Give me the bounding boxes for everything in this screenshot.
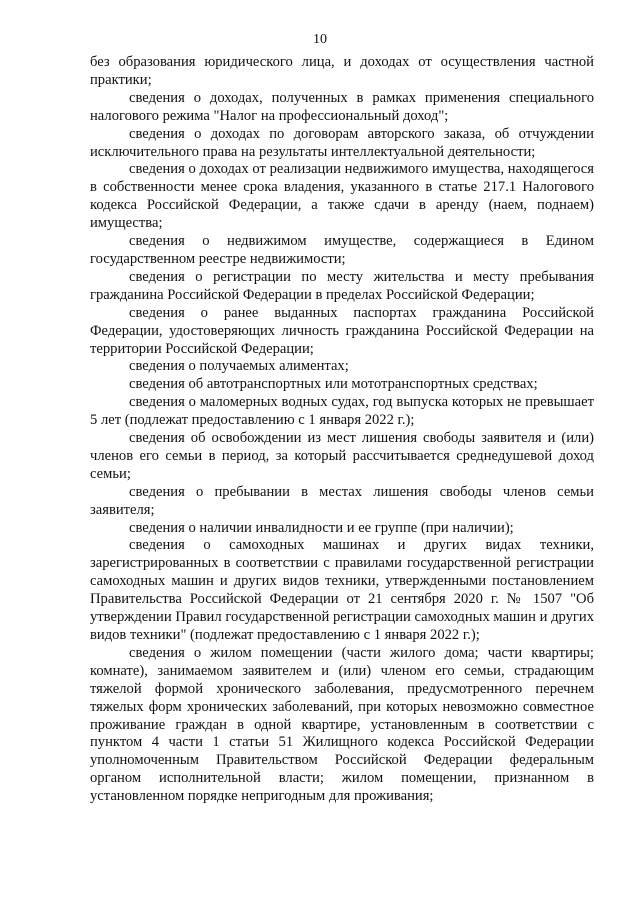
- paragraph: сведения об освобождении из мест лишения свободы заявителя и (или) членов его семьи в период, за который рассчитывается среднедушевой доход семьи;: [90, 430, 594, 482]
- paragraph: сведения о доходах, полученных в рамках применения специального налогового режима "Налог на профессиональный доход";: [90, 89, 594, 124]
- paragraph: сведения о наличии инвалидности и ее группе (при наличии);: [129, 519, 514, 536]
- paragraph: сведения о доходах по договорам авторского заказа, об отчуждении исключительного права на результаты интеллектуальной деятельности;: [90, 125, 594, 160]
- paragraph: сведения о маломерных водных судах, год выпуска которых не превышает 5 лет (подлежат предоставлению с 1 января 2022 г.);: [90, 394, 594, 429]
- paragraph: сведения о пребывании в местах лишения свободы членов семьи заявителя;: [90, 483, 594, 518]
- paragraph: сведения о регистрации по месту жительства и месту пребывания гражданина Российской Федерации в пределах Российской Федерации;: [90, 268, 594, 303]
- paragraph: сведения о самоходных машинах и других видах техники, зарегистрированных в соответствии с правилами государственной регистрации самоходных машин и других видов техники, утвержденными постановлением Правительства Российской Федерации от 21 сентября 2020 г. № 1507 "Об утверждении Правил государственной регистрации самоходных машин и других видов техники" (подлежат предоставлению с 1 января 2022 г.);: [90, 537, 594, 643]
- document-body: [90, 54, 594, 806]
- paragraph: сведения о получаемых алиментах;: [129, 358, 349, 375]
- paragraph-continuation: без образования юридического лица, и доходах от осуществления частной практики;: [90, 54, 594, 88]
- page-number: 10: [313, 32, 327, 47]
- paragraph: сведения о недвижимом имуществе, содержащиеся в Едином государственном реестре недвижимости;: [90, 233, 594, 267]
- paragraph: сведения об автотранспортных или мототранспортных средствах;: [129, 376, 538, 393]
- paragraph: сведения о ранее выданных паспортах гражданина Российской Федерации, удостоверяющих личность гражданина Российской Федерации на территории Российской Федерации;: [90, 304, 594, 357]
- paragraph: сведения о доходах от реализации недвижимого имущества, находящегося в собственности менее срока владения, указанного в статье 217.1 Налогового кодекса Российской Федерации, а также сдачи в аренду (наем, поднаем) имущества;: [90, 161, 594, 232]
- paragraph: сведения о жилом помещении (части жилого дома; части квартиры; комнате), занимаемом заявителем и (или) членом его семьи, страдающим тяжелой формой хронического заболевания, предусмотренного перечнем тяжелых форм хронических заболеваний, при которых невозможно совместное проживание граждан в одной квартире, установленным в соответствии с пунктом 4 части 1 статьи 51 Жилищного кодекса Российской Федерации уполномоченным Правительством Российской Федерации федеральным органом исполнительной власти; жилом помещении, признанном в установленном порядке непригодным для проживания;: [90, 644, 594, 805]
